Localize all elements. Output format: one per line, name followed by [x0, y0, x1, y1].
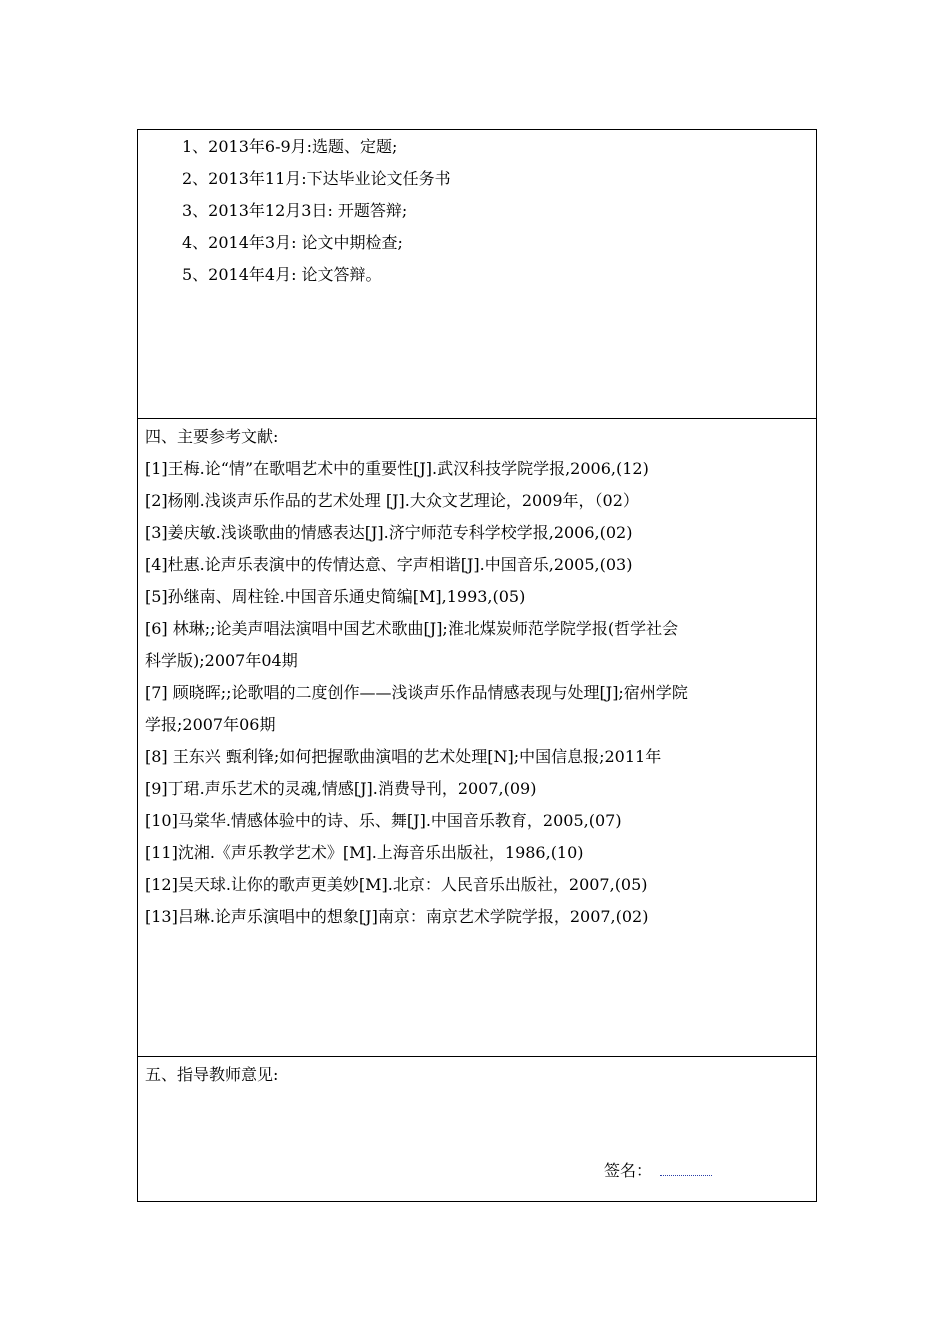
reference-line: [11]沈湘.《声乐教学艺术》[M].上海音乐出版社，1986,(10) [145, 843, 584, 862]
reference-line: [3]姜庆敏.浅谈歌曲的情感表达[J].济宁师范专科学校学报,2006,(02) [145, 523, 633, 542]
signature-field [604, 1161, 712, 1181]
reference-line: 学报;2007年06期 [145, 715, 276, 734]
reference-line: [4]杜惠.论声乐表演中的传情达意、字声相谐[J].中国音乐,2005,(03) [145, 555, 633, 574]
advisor-heading: 五、指导教师意见: [145, 1065, 279, 1084]
reference-line: [1]王梅.论“情”在歌唱艺术中的重要性[J].武汉科技学院学报,2006,(12) [145, 459, 649, 478]
reference-line: [12]吴天球.让你的歌声更美妙[M].北京：人民音乐出版社，2007,(05) [145, 875, 648, 894]
reference-line: 科学版);2007年04期 [145, 651, 298, 670]
reference-line: [2]杨刚.浅谈声乐作品的艺术处理 [J].大众文艺理论，2009年，（02） [145, 491, 639, 510]
reference-line: [10]马棠华.情感体验中的诗、乐、舞[J].中国音乐教育，2005,(07) [145, 811, 622, 830]
reference-line: [8] 王东兴 甄利锋;如何把握歌曲演唱的艺术处理[N];中国信息报;2011年 [145, 747, 662, 766]
schedule-item: 2、2013年11月:下达毕业论文任务书 [182, 169, 451, 188]
schedule-item: 3、2013年12月3日: 开题答辩; [182, 201, 408, 220]
signature-blank[interactable] [660, 1161, 712, 1176]
schedule-item: 1、2013年6-9月:选题、定题; [182, 137, 398, 156]
reference-line: [9]丁珺.声乐艺术的灵魂,情感[J].消费导刊，2007,(09) [145, 779, 537, 798]
signature-label: 签名： [604, 1161, 653, 1180]
references-section [138, 418, 816, 1056]
schedule-item: 4、2014年3月: 论文中期检查; [182, 233, 403, 252]
reference-line: [6] 林琳;;论美声唱法演唱中国艺术歌曲[J];淮北煤炭师范学院学报(哲学社会 [145, 619, 679, 638]
advisor-opinion-section [138, 1056, 816, 1202]
reference-line: [7] 顾晓晖;;论歌唱的二度创作——浅谈声乐作品情感表现与处理[J];宿州学院 [145, 683, 688, 702]
references-heading: 四、主要参考文献: [145, 427, 279, 446]
reference-line: [13]吕琳.论声乐演唱中的想象[J]南京：南京艺术学院学报，2007,(02) [145, 907, 649, 926]
thesis-form-table [137, 129, 817, 1202]
schedule-section [138, 130, 816, 418]
reference-line: [5]孙继南、周柱铨.中国音乐通史简编[M],1993,(05) [145, 587, 526, 606]
schedule-item: 5、2014年4月: 论文答辩。 [182, 265, 382, 284]
